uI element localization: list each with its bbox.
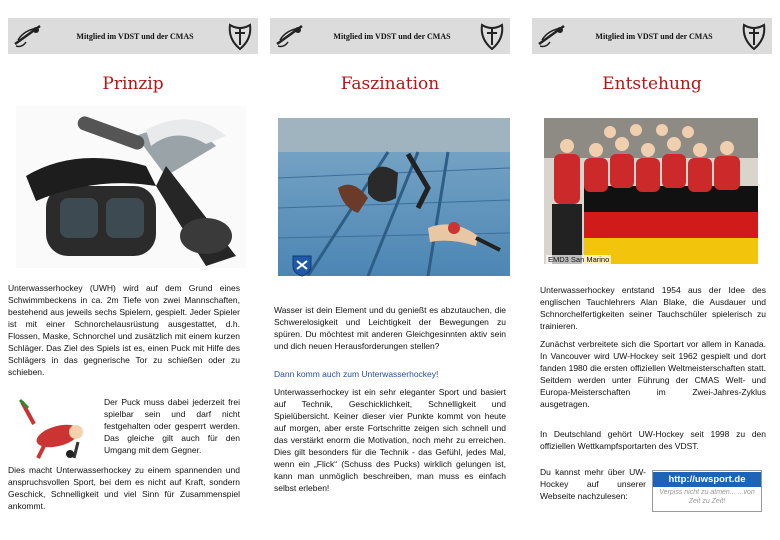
diver-logo-icon <box>12 20 44 52</box>
paragraph-rules: Der Puck muss dabei jederzeit frei spielbar sein und darf nicht festgehalten oder gesperrt werden. Das gleiche gilt auch für den Umgang mit dem Gegner. <box>104 397 240 455</box>
header-text: Mitglied im VDST und der CMAS <box>595 31 713 41</box>
paragraph-spread: Zunächst verbreitete sich die Sportart vor allem in Kanada. In Vancouver wird UW-Hockey seit 1962 gespielt und dort fanden 1980 die ersten offiziellen Weltmeisterschaften statt. Seitdem werden unter Führung der CMAS Welt- und Europa-Meisterschaften im Zwei-Jahres-Zyklus ausgetragen. <box>540 339 766 409</box>
photo-caption: EMD3 San Marino <box>548 255 610 264</box>
header-bar <box>532 18 772 54</box>
header-text: Mitglied im VDST und der CMAS <box>333 31 451 41</box>
paragraph-website: Du kannst mehr über UW-Hockey auf unserer Webseite nachzulesen: <box>540 467 646 501</box>
section-title: Faszination <box>340 74 440 94</box>
section-title: Prinzip <box>102 74 164 94</box>
diver-logo-icon <box>536 20 568 52</box>
header-text: Mitglied im VDST und der CMAS <box>76 31 194 41</box>
section-title: Entstehung <box>602 74 702 94</box>
invitation-text: Dann komm auch zum Unterwasserhockey! <box>274 369 439 379</box>
paragraph-germany: In Deutschland gehört UW-Hockey seit 1998 zu den offiziellen Wettkampfsportarten des VDST. <box>540 429 766 451</box>
paragraph-origin: Unterwasserhockey entstand 1954 aus der Idee des englischen Tauchlehrers Alan Blake, die Ausdauer und Schnorchelfertigkeiten seiner Tauchschüler spielerisch zu trainieren. <box>540 285 766 331</box>
player-illustration <box>18 396 90 460</box>
cmas-emblem-icon <box>478 21 506 51</box>
cmas-emblem-icon <box>740 21 768 51</box>
cmas-emblem-icon <box>226 21 254 51</box>
paragraph-intro: Unterwasserhockey (UWH) wird auf dem Grund eines Schwimmbeckens in ca. 2m Tiefe von zwei Mannschaften, bestehend aus jeweils sechs Spielern, gespielt. Jeder Spieler ist mit einer Schnorchelausrüstung ausgestattet, d.h. Flossen, Maske, Schnorchel und zusätzlich mit einem kurzen Schläger. Das Ziel des Spiels ist es, einen Puck mit Hilfe des Schlägers in das gegnerische Tor zu schießen oder zu schieben. <box>8 283 240 377</box>
team-photo <box>544 118 758 264</box>
paragraph-element: Wasser ist dein Element und du genießt es abzutauchen, die Schwerelosigkeit und Leichtigkeit der Bewegungen zu spüren. Du möchtest mit anderen Gleichgesinnten aktiv sein und dich neuen Herausforderungen stellen? <box>274 305 506 351</box>
header-bar <box>270 18 510 54</box>
club-emblem-icon <box>290 253 314 277</box>
column-entstehung <box>532 0 772 540</box>
website-slogan: Verpiss nicht zu atmen... ...von Zeit zu Zeit! <box>659 489 755 505</box>
website-url[interactable]: http://uwsport.de <box>653 472 761 487</box>
header-bar <box>8 18 258 54</box>
paragraph-elegance: Unterwasserhockey ist ein sehr eleganter Sport und basiert auf Technik, Geschicklichkeit, Schnelligkeit und Spielübersicht. Keiner dieser vier Punkte kommt von heute auf morgen, aber erste Fortschritte zeigen sich schnell und das verstärkt enorm die Motivation, noch mehr zu erreichen. Dies gilt besonders für die Technik - das Gefühl, jedes Mal, wenn ein „Flick“ (Schuss des Pucks) wirklich gelungen ist, kann man unmöglich beschreiben, man muss es einfach selbst erleben! <box>274 387 506 493</box>
equipment-photo <box>16 106 246 268</box>
column-faszination <box>270 0 510 540</box>
paragraph-summary: Dies macht Unterwasserhockey zu einem spannenden und anspruchsvollen Sport, bei dem es nicht auf Kraft, sondern Geschick, Schnelligkeit und viel Sinn für Zusammenspiel ankommt. <box>8 465 240 511</box>
diver-logo-icon <box>274 20 306 52</box>
column-prinzip <box>8 0 258 540</box>
website-banner[interactable] <box>652 470 762 512</box>
